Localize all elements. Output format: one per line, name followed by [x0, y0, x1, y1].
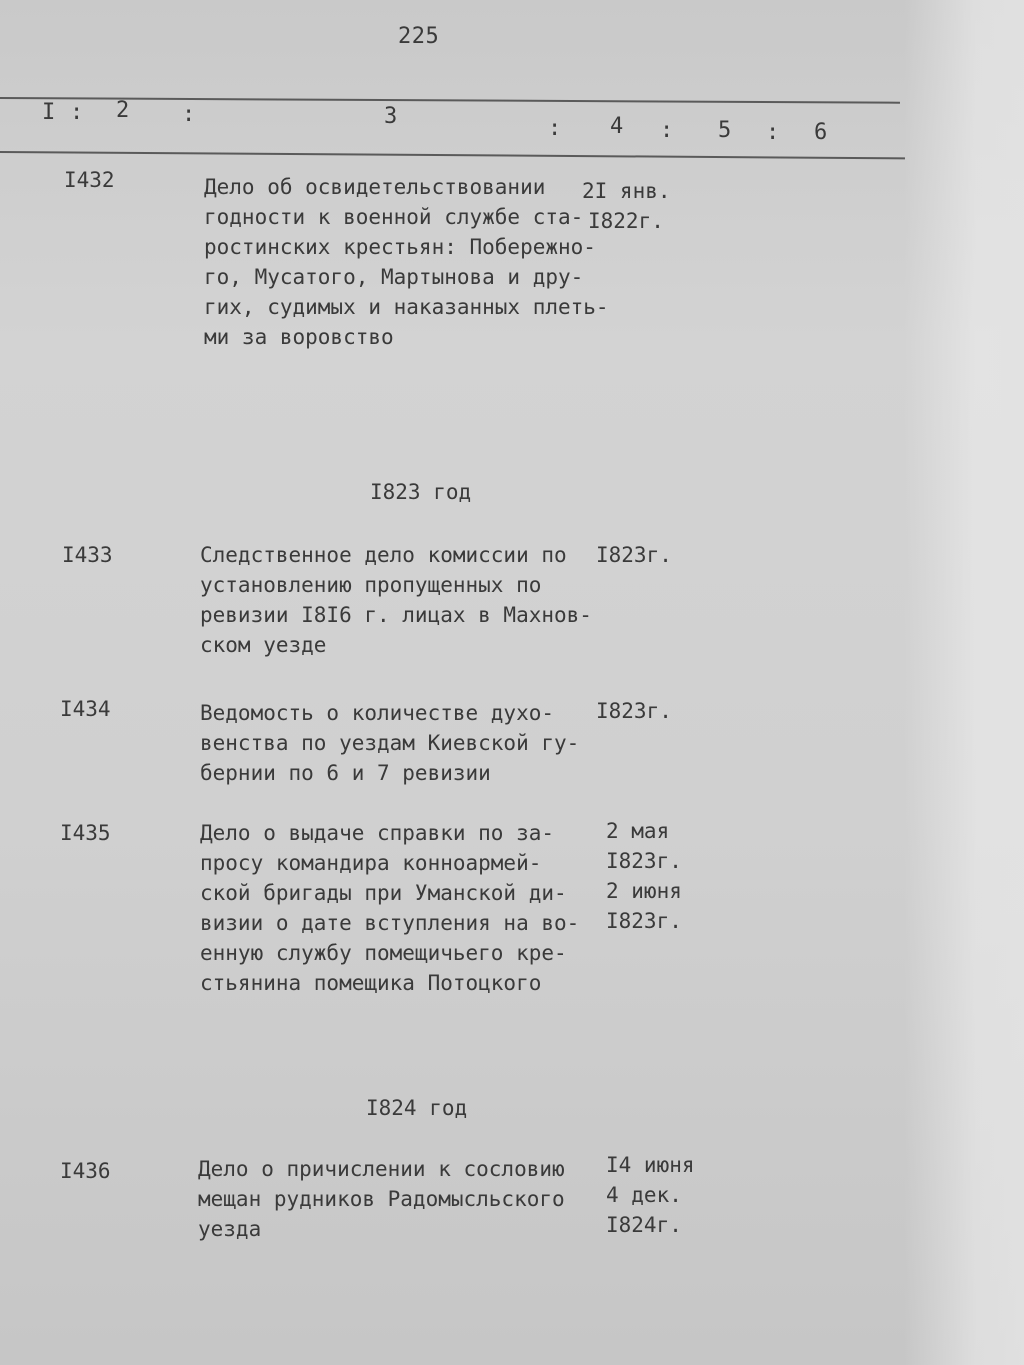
- entry-date: [606, 816, 682, 936]
- description-line: визии о дате вступления на во-: [200, 911, 580, 935]
- date-line: I823г.: [596, 543, 672, 567]
- column-separator: :: [660, 118, 674, 143]
- description-line: Дело о выдаче справки по за-: [200, 821, 555, 845]
- entry-description: [200, 698, 579, 788]
- description-line: Дело об освидетельствовании: [204, 175, 546, 199]
- description-line: бернии по 6 и 7 ревизии: [200, 761, 491, 785]
- entry-date: [596, 696, 672, 726]
- column-header-3: 3: [384, 104, 398, 129]
- entry-date: [580, 176, 671, 236]
- description-line: Дело о причислении к сословию: [198, 1157, 565, 1181]
- description-line: ском уезде: [200, 633, 327, 657]
- year-heading-1823: I823 год: [370, 480, 472, 504]
- description-line: мещан рудников Радомысльского: [198, 1187, 565, 1211]
- entry-number: I435: [60, 821, 111, 845]
- header-bottom-rule: [0, 151, 905, 159]
- page-edge-shadow: [904, 0, 1024, 1365]
- column-separator: :: [182, 102, 196, 127]
- description-line: ской бригады при Уманской ди-: [200, 881, 567, 905]
- description-line: ми за воровство: [204, 325, 394, 349]
- date-line: I823г.: [606, 909, 682, 933]
- description-line: установлению пропущенных по: [200, 573, 542, 597]
- column-separator: :: [548, 116, 562, 141]
- entry-number: I436: [60, 1159, 111, 1183]
- column-header-2: 2: [116, 98, 130, 123]
- description-line: Следственное дело комиссии по: [200, 543, 567, 567]
- description-line: гих, судимых и наказанных плеть-: [204, 295, 609, 319]
- date-line: I823г.: [606, 849, 682, 873]
- entry-date: [606, 1150, 695, 1240]
- entry-number: I432: [64, 168, 115, 192]
- entry-number: I433: [62, 543, 113, 567]
- description-line: Ведомость о количестве духо-: [200, 701, 555, 725]
- column-header-4: 4: [610, 114, 624, 139]
- description-line: уезда: [198, 1217, 262, 1241]
- column-header-6: 6: [814, 120, 828, 145]
- date-line: 2 мая: [606, 819, 670, 843]
- date-line: 4 дек.: [606, 1183, 682, 1207]
- date-line: 2 июня: [606, 879, 682, 903]
- year-heading-1824: I824 год: [366, 1096, 468, 1120]
- description-line: годности к военной службе ста-: [204, 205, 584, 229]
- date-line: 2I янв.: [582, 179, 671, 203]
- description-line: енную службу помещичьего кре-: [200, 941, 567, 965]
- description-line: просу командира конноармей-: [200, 851, 542, 875]
- entry-description: [200, 540, 592, 660]
- entry-description: [200, 818, 579, 998]
- description-line: ревизии I8I6 г. лицах в Махнов-: [200, 603, 592, 627]
- date-line: I824г.: [606, 1213, 682, 1237]
- description-line: го, Мусатого, Мартынова и дру-: [204, 265, 584, 289]
- entry-date: [596, 540, 672, 570]
- date-line: I823г.: [596, 699, 672, 723]
- column-separator: :: [70, 100, 84, 125]
- description-line: ростинских крестьян: Побережно-: [204, 235, 596, 259]
- page-number: 225: [398, 24, 440, 49]
- description-line: венства по уездам Киевской гу-: [200, 731, 580, 755]
- column-separator: :: [766, 120, 780, 145]
- entry-description: [198, 1154, 565, 1244]
- entry-description: [204, 172, 609, 352]
- column-header-1: I: [42, 100, 56, 125]
- date-line: I822г.: [588, 209, 664, 233]
- entry-number: I434: [60, 697, 111, 721]
- date-line: I4 июня: [606, 1153, 695, 1177]
- description-line: стьянина помещика Потоцкого: [200, 971, 542, 995]
- header-top-rule: [0, 97, 900, 104]
- column-header-5: 5: [718, 118, 732, 143]
